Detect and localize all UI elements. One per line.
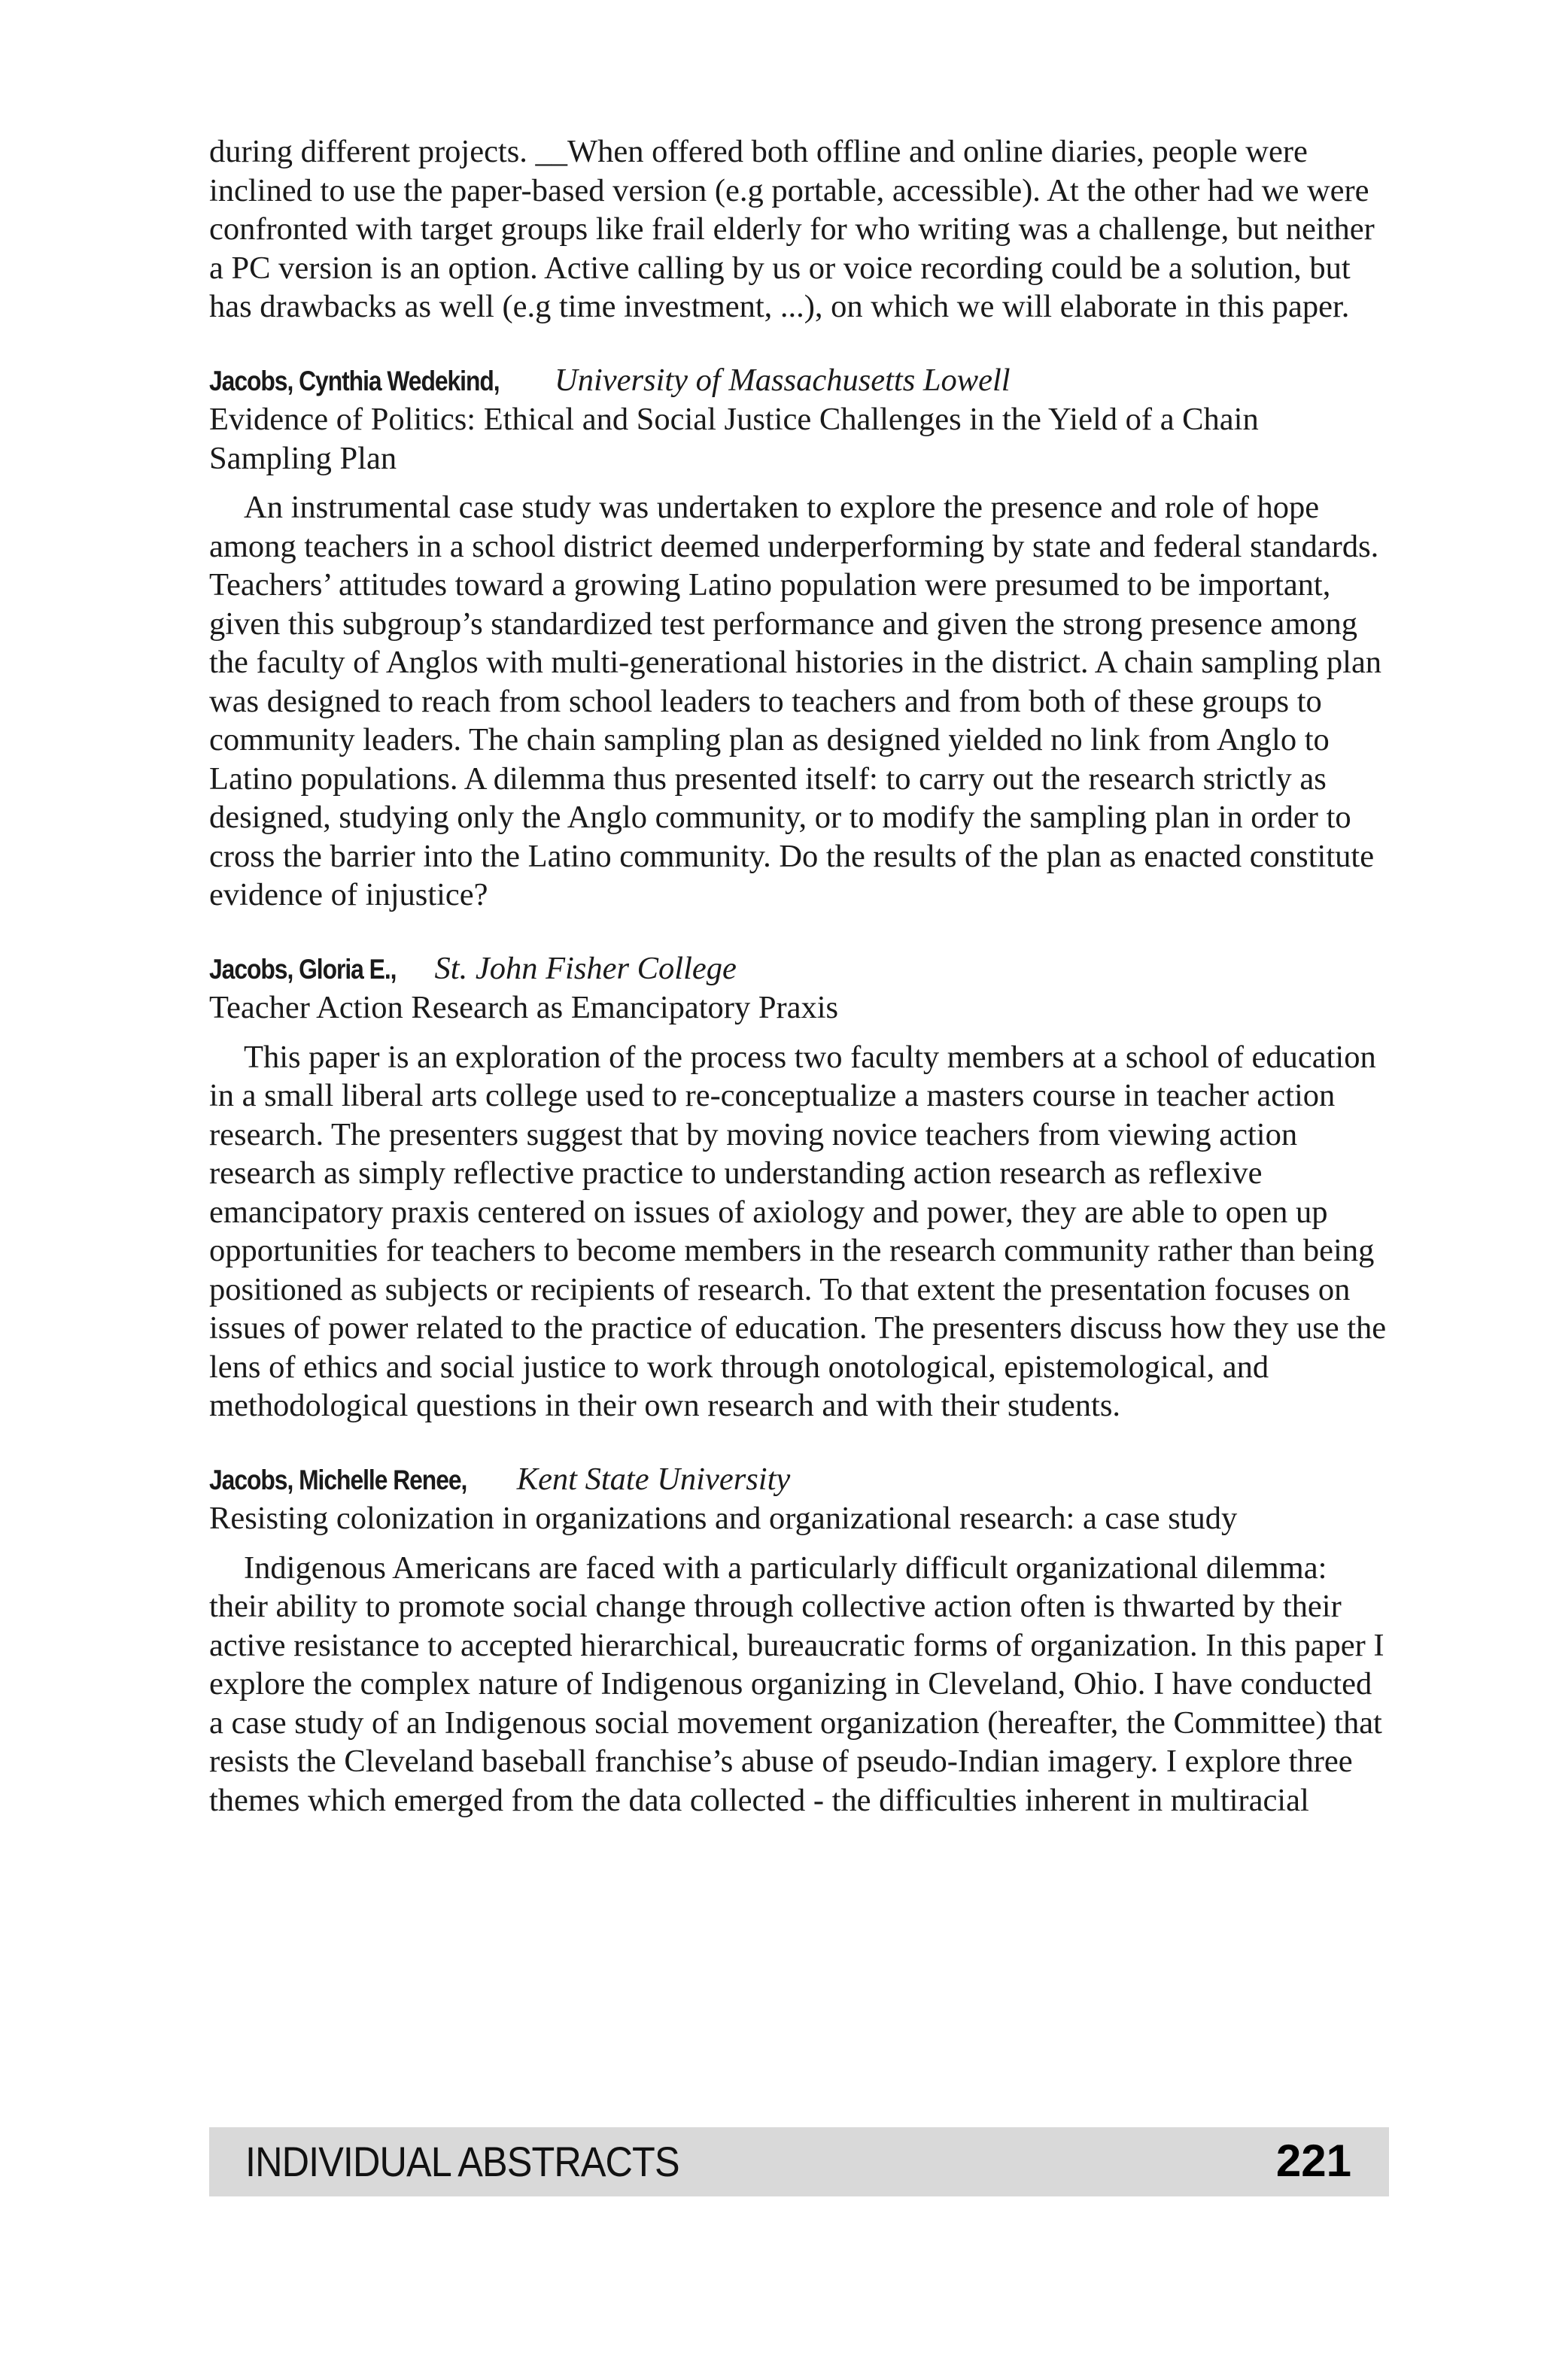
abstract-entry [209,1460,1389,1820]
author-name: Jacobs, Michelle Renee, [209,1464,467,1495]
affiliation: St. John Fisher College [434,950,737,986]
author-line [209,361,1389,401]
author-line [209,949,1389,989]
paper-title: Teacher Action Research as Emancipatory Praxis [209,990,839,1025]
abstract-entry [209,949,1389,1425]
abstract-entry [209,361,1389,915]
author-name: Jacobs, Cynthia Wedekind, [209,365,500,396]
continuation-paragraph: during different projects. __When offered both offline and online diaries, people were inclined to use the paper-based version (e.g portable, accessible). At the other had we were confronted with target groups like frail elderly for who writing was a challenge, but neither a PC version is an option. Active calling by us or voice recording could be a solution, but has drawbacks as well (e.g time investment, ...), on which we will elaborate in this paper. [209,134,1375,324]
abstract-text: This paper is an exploration of the process two faculty members at a school of education in a small liberal arts college used to re-conceptualize a masters course in teacher action research. The presenters suggest that by moving novice teachers from viewing action research as simply reflective practice to understanding action research as reflexive emancipatory praxis centered on issues of axiology and power, they are able to open up opportunities for teachers to become members in the research community rather than being positioned as subjects or recipients of research. To that extent the presentation focuses on issues of power related to the practice of education. The presenters discuss how they use the lens of ethics and social justice to work through onotological, epistemological, and methodological questions in their own research and with their students. [209,1039,1387,1423]
abstract-text: Indigenous Americans are faced with a particularly difficult organizational dilemma: their ability to promote social change through collective action often is thwarted by their active resistance to accepted hierarchical, bureaucratic forms of organization. In this paper I explore the complex nature of Indigenous organizing in Cleveland, Ohio. I have conducted a case study of an Indigenous social movement organization (hereafter, the Committee) that resists the Cleveland baseball franchise’s abuse of pseudo-Indian imagery. I explore three themes which emerged from the data collected - the difficulties inherent in multiracial [209,1550,1384,1818]
affiliation: University of Massachusetts Lowell [555,362,1011,398]
page-body [209,132,1389,1820]
running-footer [209,2127,1389,2196]
author-name: Jacobs, Gloria E., [209,953,397,985]
page-number: 221 [1275,2136,1351,2186]
section-label: INDIVIDUAL ABSTRACTS [245,2138,679,2185]
author-line [209,1460,1389,1500]
paper-title: Resisting colonization in organizations and organizational research: a case study [209,1501,1238,1536]
abstract-text: An instrumental case study was undertaken to explore the presence and role of hope among teachers in a school district deemed underperforming by state and federal standards. Teachers’ attitudes toward a growing Latino population were presumed to be important, given this subgroup’s standardized test performance and given the strong presence among the faculty of Anglos with multi-generational histories in the district. A chain sampling plan was designed to reach from school leaders to teachers and from both of these groups to community leaders. The chain sampling plan as designed yielded no link from Anglo to Latino populations. A dilemma thus presented itself: to carry out the research strictly as designed, studying only the Anglo community, or to modify the sampling plan in order to cross the barrier into the Latino community. Do the results of the plan as enacted constitute evidence of injustice? [209,490,1382,912]
affiliation: Kent State University [516,1461,791,1497]
paper-title: Evidence of Politics: Ethical and Social Justice Challenges in the Yield of a Chain Sampling Plan [209,402,1259,476]
